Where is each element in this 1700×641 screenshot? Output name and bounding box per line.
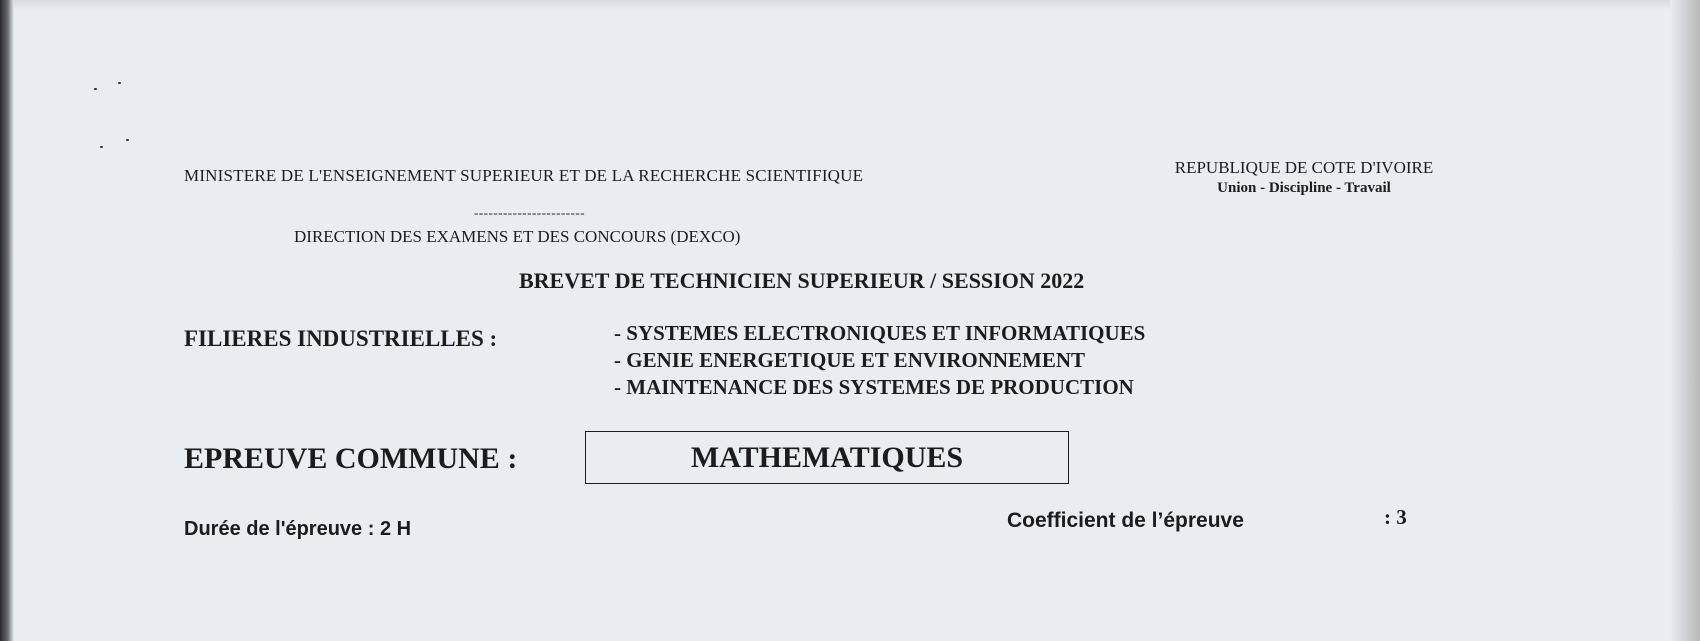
scan-speck bbox=[100, 146, 103, 148]
filieres-label: FILIERES INDUSTRIELLES : bbox=[184, 326, 498, 351]
epreuve-label: EPREUVE COMMUNE : bbox=[184, 442, 518, 475]
republic-motto: Union - Discipline - Travail bbox=[1217, 180, 1391, 196]
coefficient-value: : 3 bbox=[1384, 505, 1407, 529]
coefficient-label: Coefficient de l’épreuve bbox=[1007, 509, 1244, 532]
filiere-item: - MAINTENANCE DES SYSTEMES DE PRODUCTION bbox=[614, 375, 1134, 399]
direction-heading: DIRECTION DES EXAMENS ET DES CONCOURS (DEXCO) bbox=[294, 227, 741, 246]
filiere-item: - GENIE ENERGETIQUE ET ENVIRONNEMENT bbox=[614, 348, 1086, 372]
republic-name: REPUBLIQUE DE COTE D'IVOIRE bbox=[1174, 158, 1434, 177]
scan-right-edge bbox=[1670, 0, 1700, 641]
separator-dashes: ----------------------- bbox=[474, 205, 586, 220]
republic-block bbox=[1154, 158, 1454, 197]
filieres-list bbox=[614, 320, 1145, 401]
subject-box bbox=[585, 431, 1069, 484]
scan-speck bbox=[126, 139, 129, 141]
session-title: BREVET DE TECHNICIEN SUPERIEUR / SESSION 2022 bbox=[519, 268, 1085, 293]
scan-speck bbox=[118, 82, 121, 84]
ministry-heading: MINISTERE DE L'ENSEIGNEMENT SUPERIEUR ET DE LA RECHERCHE SCIENTIFIQUE bbox=[184, 166, 864, 185]
exam-cover-page bbox=[14, 6, 1670, 641]
exam-duration: Durée de l'épreuve : 2 H bbox=[184, 518, 412, 540]
scan-left-edge bbox=[0, 0, 14, 641]
scan-speck bbox=[94, 88, 97, 90]
filiere-item: - SYSTEMES ELECTRONIQUES ET INFORMATIQUES bbox=[614, 321, 1146, 345]
subject-title: MATHEMATIQUES bbox=[690, 440, 964, 474]
